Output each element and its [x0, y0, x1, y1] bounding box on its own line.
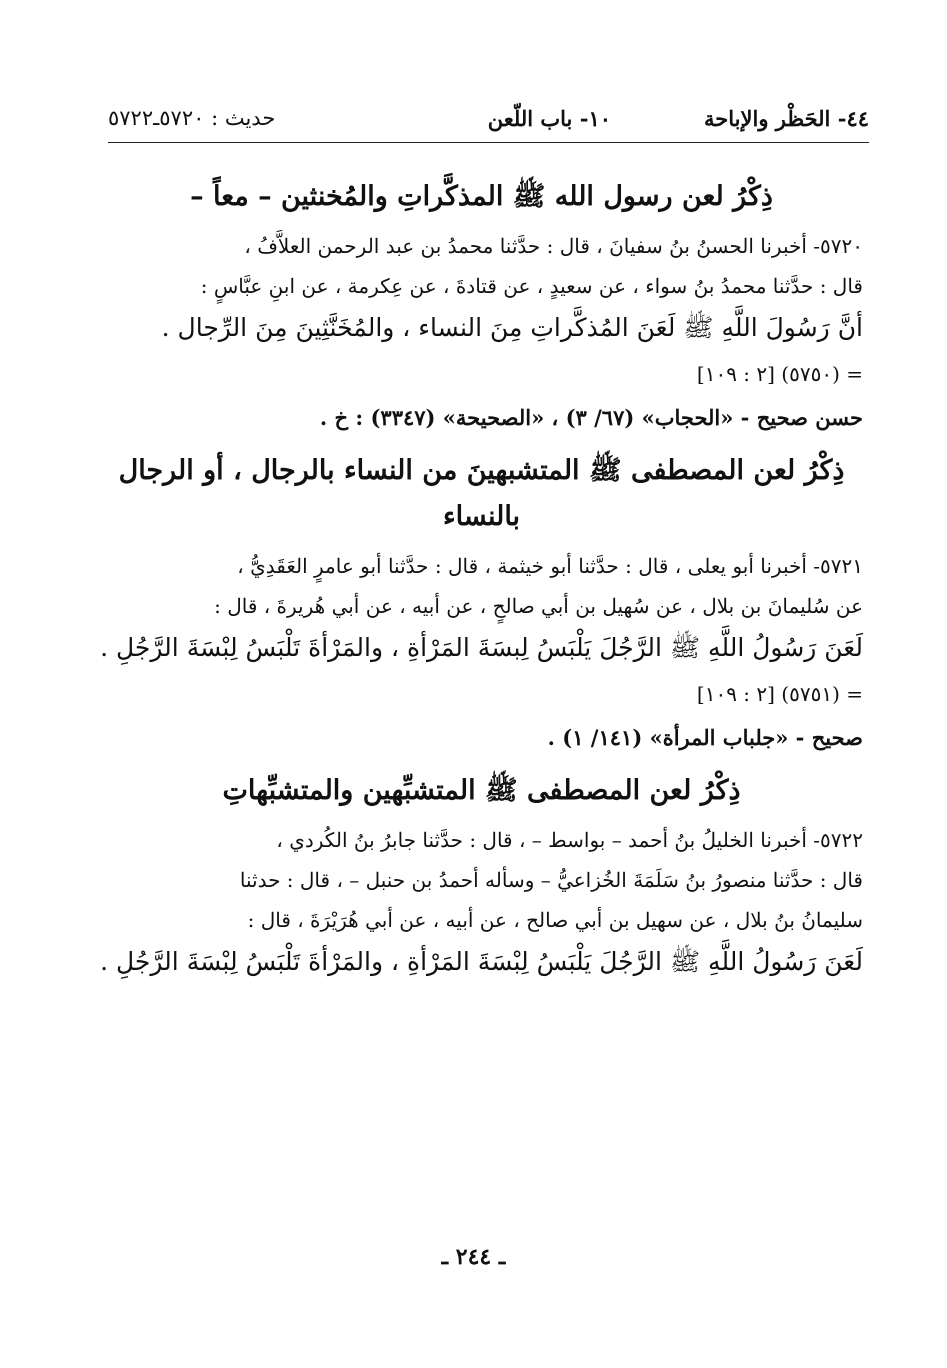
page-number: ـ ٢٤٤ ـ — [441, 1244, 506, 1270]
isnad-line: عن سُليمانَ بن بلال ، عن سُهيل بن أبي صالحٍ ، عن أبيه ، عن أبي هُريرةَ ، قال : — [214, 594, 863, 618]
hadith-range: حديث : ٥٧٢٠ـ٥٧٢٢ — [108, 106, 276, 130]
chapter-title: ٤٤- الحَظْر والإباحة — [704, 106, 869, 131]
bab-title: ١٠- باب اللّعن — [487, 106, 611, 131]
header-rule — [108, 142, 869, 143]
isnad-line: قال : حدَّثنا محمدُ بنُ سواء ، عن سعيدٍ ، عن قتادةَ ، عن عِكرمة ، عن ابنِ عبَّاسٍ : — [200, 274, 863, 298]
cross-reference: = (٥٧٥١) [٢ : ١٠٩] — [696, 682, 863, 706]
isnad-line: ٥٧٢٢- أخبرنا الخليلُ بنُ أحمد – بواسط – ، قال : حدَّثنا جابرُ بنُ الكُردي ، — [276, 828, 863, 852]
isnad-line: ٥٧٢٠- أخبرنا الحسنُ بنُ سفيانَ ، قال : حدَّثنا محمدُ بن عبد الرحمن العلاَّفُ ، — [244, 234, 863, 258]
section-title: ذِكْرُ لعن المصطفى ﷺ المتشبهينَ من النساء بالرجال ، أو الرجال بالنساء — [118, 455, 845, 532]
hadith-text: لَعَنَ رَسُولُ اللَّهِ ﷺ الرَّجُلَ يَلْبَسُ لِبْسَةَ المَرْأةِ ، والمَرْأةَ تَلْبَسُ لِبْسَةَ الرَّجُلِ . — [100, 947, 863, 976]
page-body — [100, 166, 863, 988]
isnad-line: سليمانُ بنُ بلال ، عن سهيل بن أبي صالح ، عن أبيه ، عن أبي هُرَيْرَةَ ، قال : — [247, 908, 863, 932]
section-title: ذِكْرُ لعن المصطفى ﷺ المتشبِّهين والمتشبِّهاتِ — [222, 775, 741, 806]
running-header — [108, 100, 869, 140]
hadith-grade: صحيح - «جلباب المرأة» (١٤١/ ١) . — [547, 725, 863, 750]
hadith-text: أنَّ رَسُولَ اللَّهِ ﷺ لَعَنَ المُذكَّراتِ مِنَ النساء ، والمُخَنَّثِينَ مِنَ الرِّجال . — [161, 313, 863, 342]
hadith-text: لَعَنَ رَسُولُ اللَّهِ ﷺ الرَّجُلَ يَلْبَسُ لِبسَةَ المَرْأةِ ، والمَرْأةَ تَلْبَسُ لِبْسَةَ الرَّجُلِ . — [100, 633, 863, 662]
cross-reference: = (٥٧٥٠) [٢ : ١٠٩] — [696, 362, 863, 386]
hadith-grade: حسن صحيح - «الحجاب» (٦٧/ ٣) ، «الصحيحة» (٣٣٤٧) : خ . — [319, 405, 863, 430]
section-title: ذِكْرُ لعن رسول الله ﷺ المذكَّراتِ والمُخنثين – معاً – — [190, 181, 773, 212]
isnad-line: ٥٧٢١- أخبرنا أبو يعلى ، قال : حدَّثنا أبو خيثمة ، قال : حدَّثنا أبو عامرٍ العَقَدِيُّ ، — [237, 554, 863, 578]
isnad-line: قال : حدَّثنا منصورُ بنُ سَلَمَةَ الخُزاعيُّ – وسأله أحمدُ بن حنبل – ، قال : حدثنا — [239, 868, 863, 892]
